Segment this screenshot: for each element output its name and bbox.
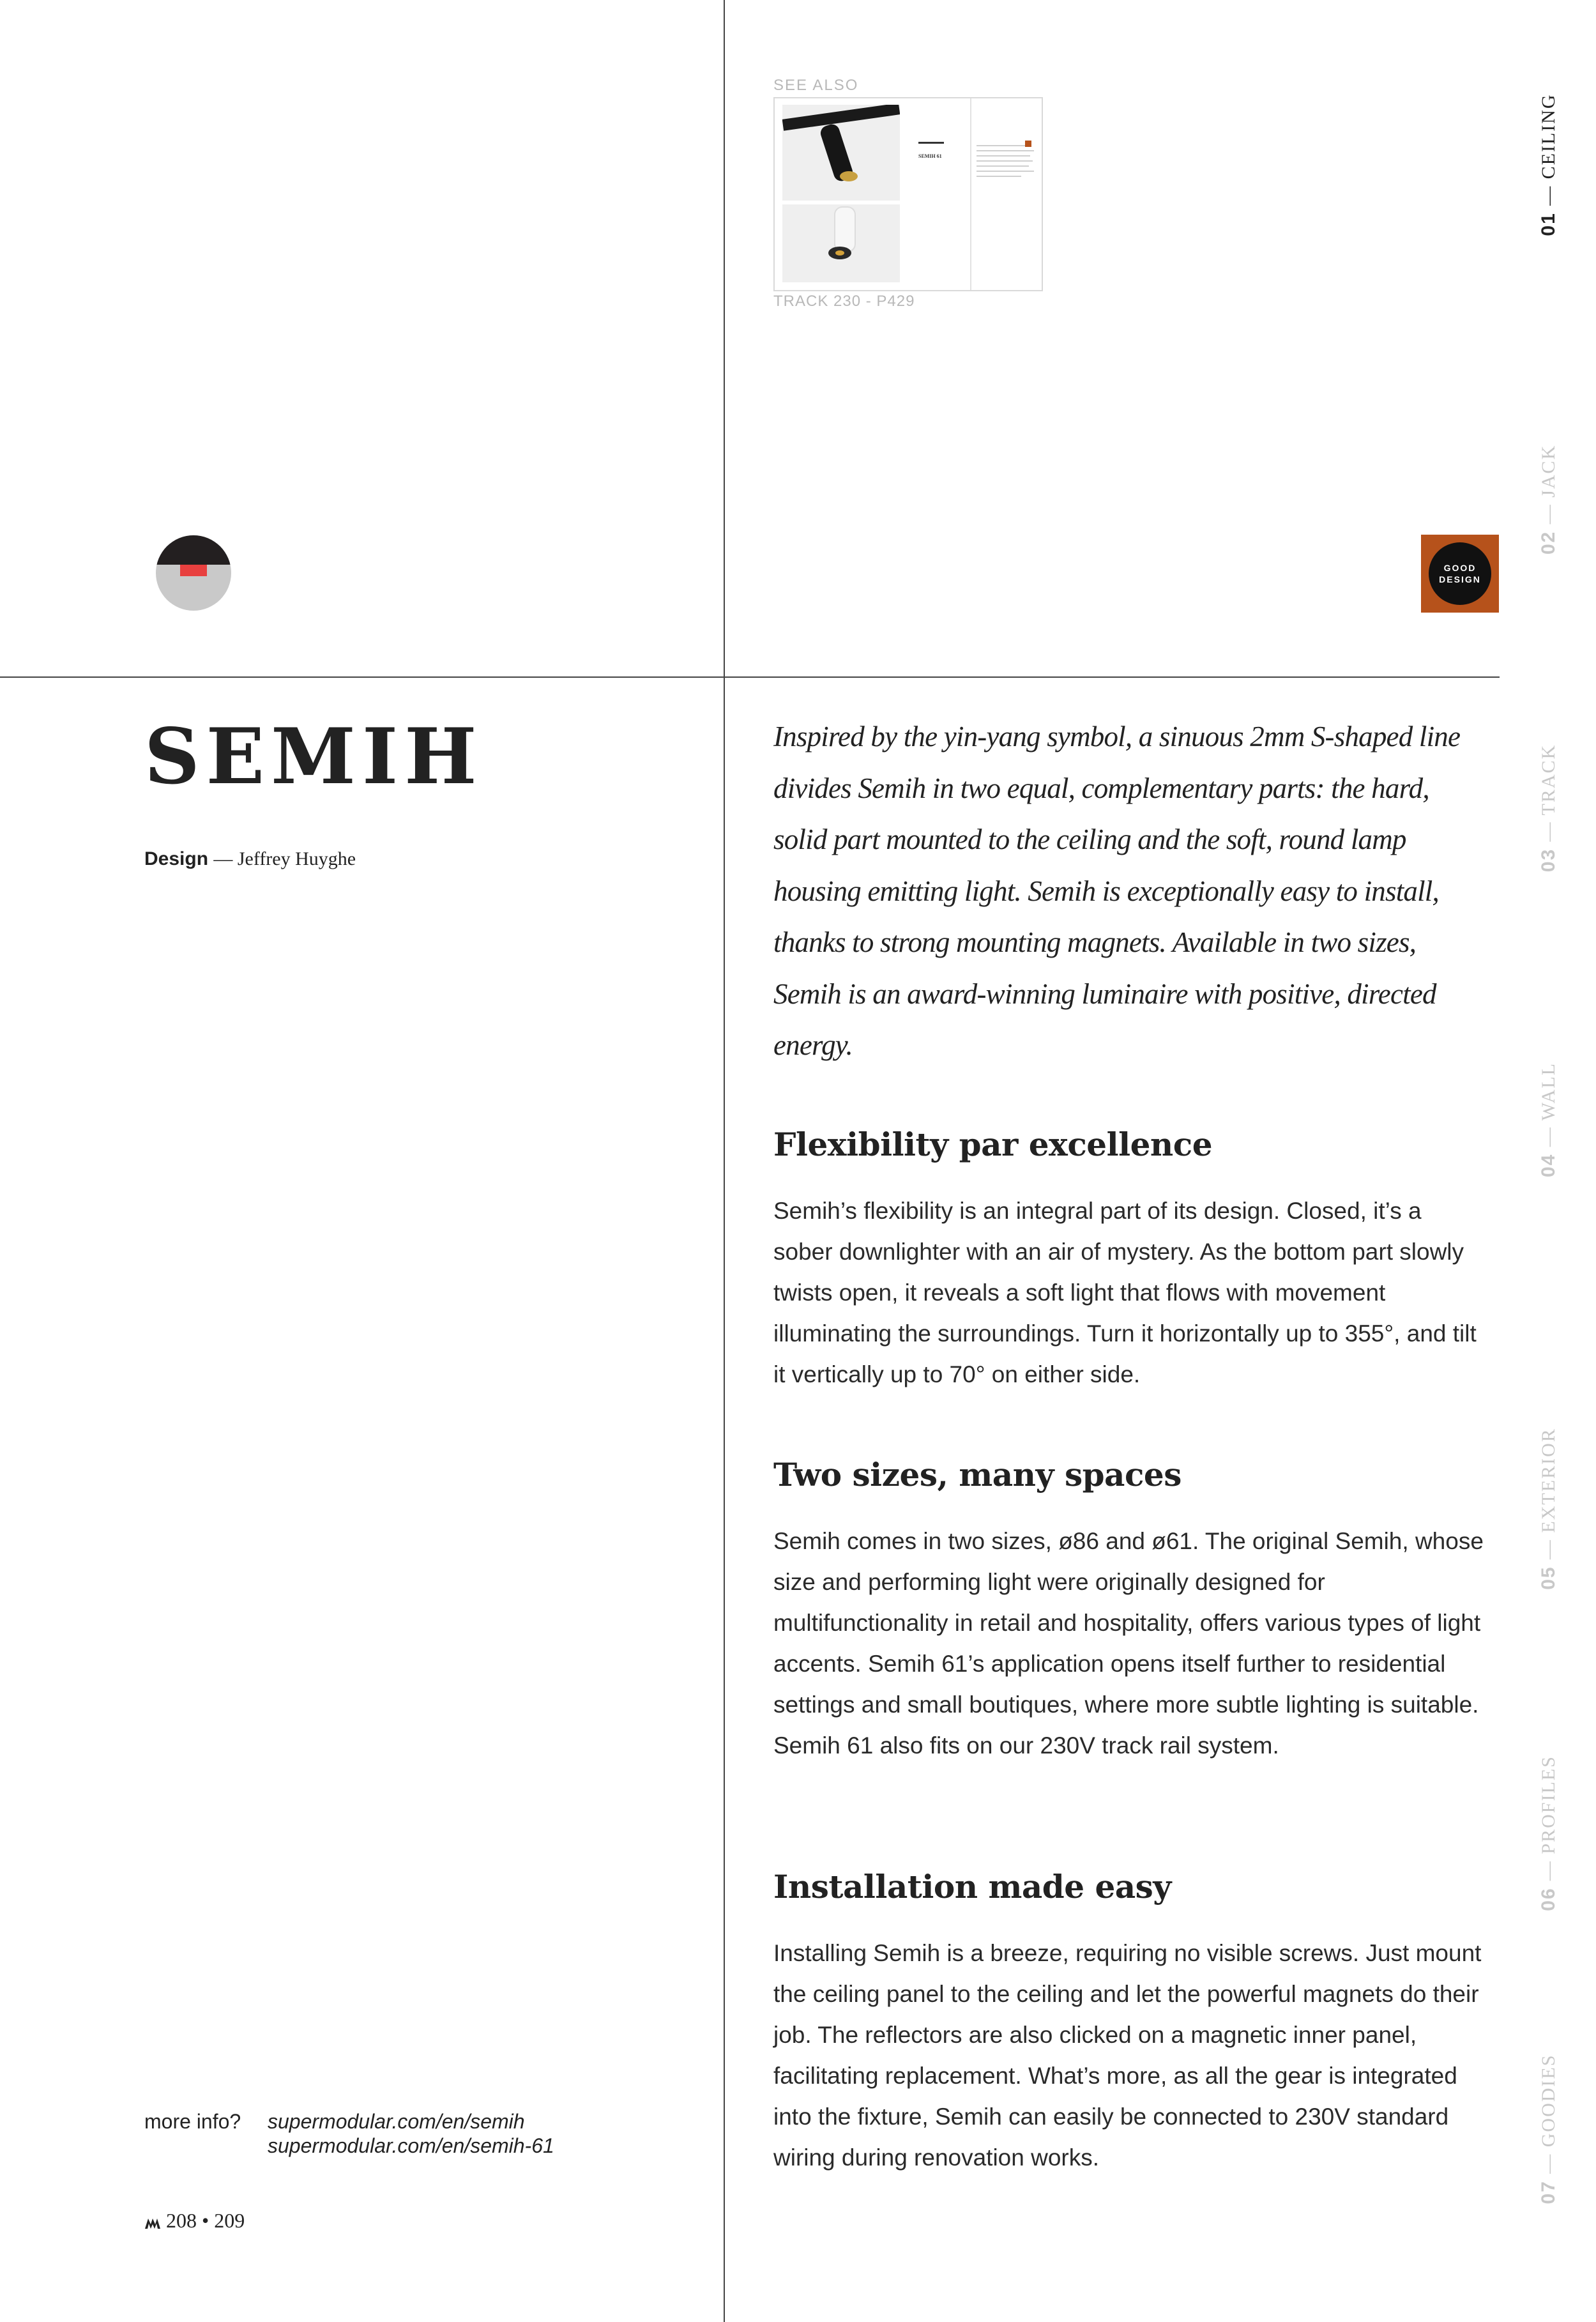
side-nav-label: — CEILING — [1538, 93, 1559, 206]
semih-symbol-icon — [156, 535, 231, 611]
side-nav-label: — EXTERIOR — [1538, 1428, 1559, 1560]
section-body-sizes: Semih comes in two sizes, ø86 and ø61. The original Semih, whose size and performing light were originally designed for multifunctionality in retail and hospitality, offers various types of light accents. Semih 61’s application opens itself further to residential settings and small boutiques, where more subtle lighting is suitable. Semih 61 also fits on our 230V track rail system. — [773, 1528, 1484, 1759]
side-nav-num: 03 — [1538, 848, 1559, 873]
badge-line-1: GOOD — [1443, 563, 1477, 573]
side-nav-ceiling[interactable] — [1538, 75, 1563, 254]
section-heading-installation: Installation made easy — [773, 1868, 1171, 1906]
side-nav-label: — JACK — [1538, 444, 1559, 524]
more-info-label: more info? — [144, 2110, 241, 2133]
thumb-dot — [918, 142, 944, 144]
section-body-installation: Installing Semih is a breeze, requiring no visible screws. Just mount the ceiling panel to the ceiling and let the powerful magnets do their job. The reflectors are also clicked on a magnetic inner panel, facilitating replacement. What’s more, as all the gear is integrated into the fixture, Semih can easily be connected to 230V standard wiring during renovation works. — [773, 1940, 1482, 2171]
thumbnail-photo — [782, 105, 900, 282]
see-also-thumbnail[interactable] — [773, 97, 1043, 291]
thumb-text-lines — [977, 143, 1038, 181]
badge-line-2: DESIGN — [1439, 574, 1481, 584]
side-nav-num: 02 — [1538, 530, 1559, 555]
side-nav-label: — GOODIES — [1538, 2054, 1559, 2174]
side-nav-num: 04 — [1538, 1153, 1559, 1177]
side-nav-track[interactable] — [1538, 706, 1563, 910]
designer-name: — Jeffrey Huyghe — [213, 848, 356, 869]
side-nav-num: 05 — [1538, 1566, 1559, 1590]
designer-credit — [144, 848, 356, 870]
thumb-title: SEMIH 61 — [918, 153, 942, 159]
more-info-link-semih-61[interactable]: supermodular.com/en/semih-61 — [268, 2134, 554, 2157]
design-label: Design — [144, 848, 209, 869]
side-nav-profiles[interactable] — [1538, 1712, 1563, 1955]
side-nav-wall[interactable] — [1538, 1018, 1563, 1222]
thumb-column-divider — [970, 98, 971, 290]
more-info-link-semih[interactable]: supermodular.com/en/semih — [268, 2110, 525, 2133]
thumb-badge-dot — [1025, 141, 1031, 147]
brand-logo-icon — [144, 2217, 161, 2229]
side-nav-jack[interactable] — [1538, 410, 1563, 589]
section-heading-flexibility: Flexibility par excellence — [773, 1126, 1212, 1163]
side-nav-label: — TRACK — [1538, 744, 1559, 842]
see-also-caption[interactable]: TRACK 230 - P429 — [773, 293, 915, 310]
product-title: SEMIH — [144, 712, 483, 802]
see-also-label: SEE ALSO — [773, 77, 859, 94]
track-light-illustration — [782, 105, 900, 282]
page-numbers — [144, 2209, 245, 2233]
horizontal-divider — [0, 676, 1500, 678]
good-design-badge — [1421, 535, 1499, 613]
intro-paragraph: Inspired by the yin-yang symbol, a sinuous 2mm S-shaped line divides Semih in two equal, complementary parts: the hard, solid part mounted to the ceiling and the soft, round lamp housing emitting light. Semih is exceptionally easy to install, thanks to strong mounting magnets. Available in two sizes, Semih is an award-winning luminaire with positive, directed energy. — [773, 721, 1461, 1061]
good-design-seal — [1429, 542, 1491, 605]
section-heading-sizes: Two sizes, many spaces — [773, 1456, 1182, 1493]
side-nav-num: 07 — [1538, 2180, 1559, 2204]
side-nav-goodies[interactable] — [1538, 2008, 1563, 2250]
side-nav-label: — WALL — [1538, 1062, 1559, 1147]
side-nav-label: — PROFILES — [1538, 1755, 1559, 1881]
page-numbers-text: 208 • 209 — [166, 2209, 245, 2232]
center-divider — [724, 0, 725, 2322]
side-nav-exterior[interactable] — [1538, 1387, 1563, 1630]
side-nav-num: 01 — [1538, 212, 1559, 236]
section-body-flexibility: Semih’s flexibility is an integral part of its design. Closed, it’s a sober downlighter with an air of mystery. As the bottom part slowly twists open, it reveals a soft light that flows with movement illuminating the surroundings. Turn it horizontally up to 355°, and tilt it vertically up to 70° on either side. — [773, 1198, 1477, 1387]
side-nav-num: 06 — [1538, 1887, 1559, 1911]
